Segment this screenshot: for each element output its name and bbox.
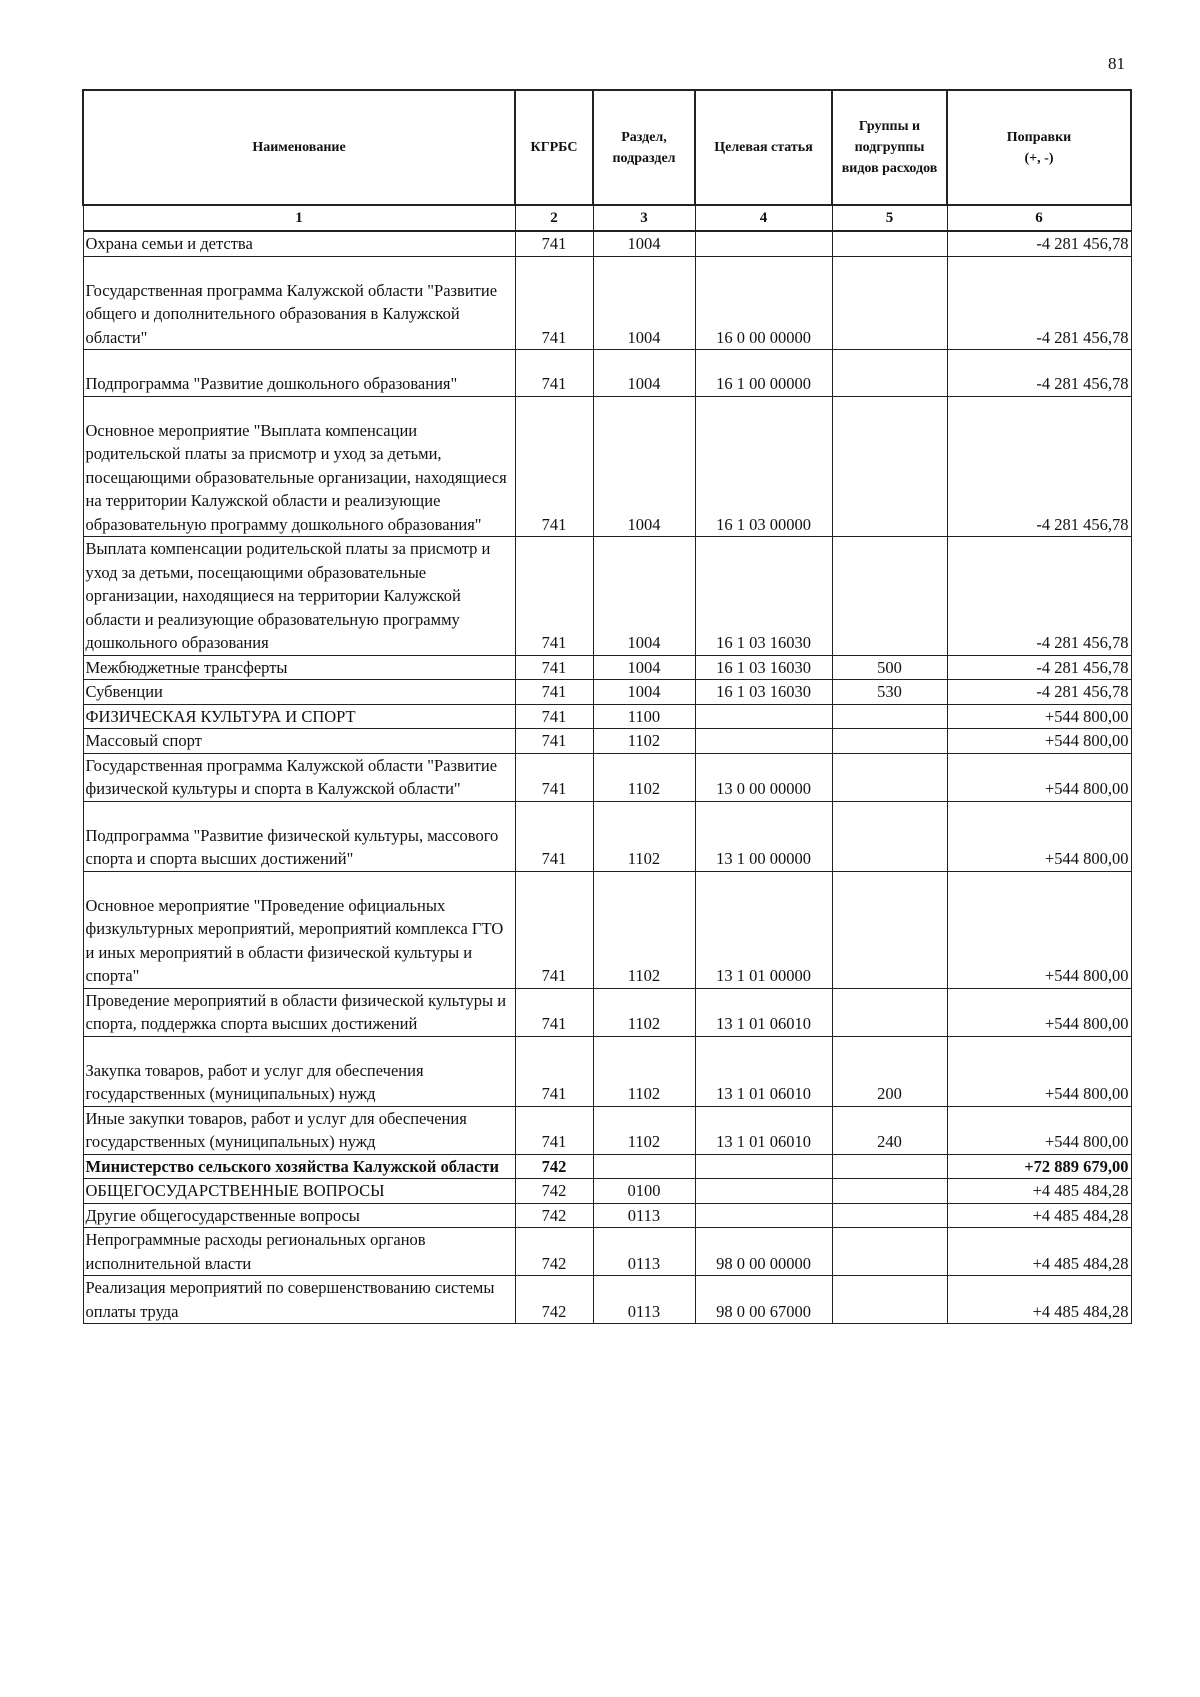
row-kgrbs: 741 <box>515 753 593 801</box>
header-section: Раздел, подраздел <box>593 90 695 205</box>
row-amount: -4 281 456,78 <box>947 350 1131 397</box>
row-name: Выплата компенсации родительской платы за присмотр и уход за детьми, посещающими образовательные организации, находящиеся на территории Калужской области и реализующие образовательную программу дошкольного образования <box>83 537 515 656</box>
row-section: 1102 <box>593 801 695 871</box>
row-group: 500 <box>832 655 947 680</box>
table-row <box>83 231 1131 256</box>
row-kgrbs: 742 <box>515 1228 593 1276</box>
row-section: 0113 <box>593 1203 695 1228</box>
row-name: Охрана семьи и детства <box>83 231 515 256</box>
row-group <box>832 396 947 537</box>
row-target <box>695 1203 832 1228</box>
row-target: 16 0 00 00000 <box>695 256 832 350</box>
row-target: 98 0 00 67000 <box>695 1276 832 1324</box>
row-kgrbs: 741 <box>515 704 593 729</box>
row-group <box>832 1203 947 1228</box>
row-amount: -4 281 456,78 <box>947 231 1131 256</box>
row-target: 16 1 00 00000 <box>695 350 832 397</box>
row-name: ФИЗИЧЕСКАЯ КУЛЬТУРА И СПОРТ <box>83 704 515 729</box>
table-row <box>83 350 1131 397</box>
table-row <box>83 256 1131 350</box>
row-name: Иные закупки товаров, работ и услуг для обеспечения государственных (муниципальных) нужд <box>83 1106 515 1154</box>
row-group <box>832 988 947 1036</box>
row-kgrbs: 742 <box>515 1203 593 1228</box>
row-amount: +544 800,00 <box>947 753 1131 801</box>
header-amendments-sign: (+, -) <box>1024 150 1054 166</box>
row-amount: +4 485 484,28 <box>947 1179 1131 1204</box>
row-section: 0113 <box>593 1228 695 1276</box>
page-number: 81 <box>1108 54 1125 73</box>
row-group <box>832 1154 947 1179</box>
row-kgrbs: 741 <box>515 256 593 350</box>
row-kgrbs: 741 <box>515 537 593 656</box>
table-row <box>83 1179 1131 1204</box>
row-amount: -4 281 456,78 <box>947 655 1131 680</box>
row-section: 1004 <box>593 680 695 705</box>
row-target: 16 1 03 00000 <box>695 396 832 537</box>
table-row <box>83 988 1131 1036</box>
row-name: Массовый спорт <box>83 729 515 754</box>
row-name: Закупка товаров, работ и услуг для обеспечения государственных (муниципальных) нужд <box>83 1036 515 1106</box>
row-target: 13 1 00 00000 <box>695 801 832 871</box>
column-number: 3 <box>593 205 695 231</box>
table-row <box>83 1203 1131 1228</box>
row-name: Государственная программа Калужской области "Развитие общего и дополнительного образования в Калужской области" <box>83 256 515 350</box>
budget-amendments-table <box>82 89 1132 1324</box>
row-kgrbs: 741 <box>515 680 593 705</box>
row-name: Подпрограмма "Развитие физической культуры, массового спорта и спорта высших достижений" <box>83 801 515 871</box>
table-row <box>83 871 1131 988</box>
row-name: Подпрограмма "Развитие дошкольного образования" <box>83 350 515 397</box>
header-row <box>83 90 1131 205</box>
row-group <box>832 1276 947 1324</box>
row-group <box>832 350 947 397</box>
row-amount: +544 800,00 <box>947 729 1131 754</box>
row-kgrbs: 741 <box>515 655 593 680</box>
row-name: Другие общегосударственные вопросы <box>83 1203 515 1228</box>
row-kgrbs: 741 <box>515 988 593 1036</box>
table-row <box>83 1154 1131 1179</box>
row-kgrbs: 741 <box>515 871 593 988</box>
row-group <box>832 729 947 754</box>
row-amount: +72 889 679,00 <box>947 1154 1131 1179</box>
column-number-row <box>83 205 1131 231</box>
row-kgrbs: 742 <box>515 1276 593 1324</box>
row-section: 0100 <box>593 1179 695 1204</box>
row-kgrbs: 741 <box>515 396 593 537</box>
row-section: 1004 <box>593 655 695 680</box>
row-amount: +544 800,00 <box>947 1036 1131 1106</box>
row-name: Проведение мероприятий в области физической культуры и спорта, поддержка спорта высших достижений <box>83 988 515 1036</box>
column-number: 6 <box>947 205 1131 231</box>
column-number: 2 <box>515 205 593 231</box>
header-amendments-title: Поправки <box>1006 129 1072 145</box>
column-number: 4 <box>695 205 832 231</box>
header-kgrbs: КГРБС <box>515 90 593 205</box>
row-section: 0113 <box>593 1276 695 1324</box>
row-kgrbs: 741 <box>515 231 593 256</box>
row-kgrbs: 741 <box>515 1106 593 1154</box>
row-amount: +4 485 484,28 <box>947 1203 1131 1228</box>
header-target: Целевая статья <box>695 90 832 205</box>
row-target <box>695 231 832 256</box>
table-row <box>83 655 1131 680</box>
row-section: 1004 <box>593 350 695 397</box>
column-number: 5 <box>832 205 947 231</box>
row-amount: +4 485 484,28 <box>947 1228 1131 1276</box>
table-row <box>83 1036 1131 1106</box>
row-name: Непрограммные расходы региональных органов исполнительной власти <box>83 1228 515 1276</box>
row-section: 1102 <box>593 729 695 754</box>
row-amount: -4 281 456,78 <box>947 256 1131 350</box>
row-target: 16 1 03 16030 <box>695 655 832 680</box>
table-row <box>83 801 1131 871</box>
row-group <box>832 537 947 656</box>
row-group <box>832 1179 947 1204</box>
row-kgrbs: 741 <box>515 350 593 397</box>
row-target <box>695 704 832 729</box>
row-amount: +544 800,00 <box>947 871 1131 988</box>
row-name: ОБЩЕГОСУДАРСТВЕННЫЕ ВОПРОСЫ <box>83 1179 515 1204</box>
row-section: 1102 <box>593 1036 695 1106</box>
row-target: 16 1 03 16030 <box>695 680 832 705</box>
row-name: Субвенции <box>83 680 515 705</box>
row-target: 13 1 01 06010 <box>695 988 832 1036</box>
row-name: Министерство сельского хозяйства Калужской области <box>83 1154 515 1179</box>
header-name: Наименование <box>83 90 515 205</box>
row-section: 1100 <box>593 704 695 729</box>
row-name: Межбюджетные трансферты <box>83 655 515 680</box>
row-target <box>695 729 832 754</box>
table-row <box>83 1276 1131 1324</box>
row-kgrbs: 741 <box>515 801 593 871</box>
row-target: 16 1 03 16030 <box>695 537 832 656</box>
row-group <box>832 871 947 988</box>
row-section: 1004 <box>593 537 695 656</box>
row-target: 98 0 00 00000 <box>695 1228 832 1276</box>
row-target: 13 1 01 06010 <box>695 1036 832 1106</box>
row-group <box>832 1228 947 1276</box>
row-target <box>695 1179 832 1204</box>
header-amendments <box>947 90 1131 205</box>
row-amount: -4 281 456,78 <box>947 680 1131 705</box>
row-kgrbs: 741 <box>515 1036 593 1106</box>
row-target: 13 1 01 00000 <box>695 871 832 988</box>
row-group: 240 <box>832 1106 947 1154</box>
table-row <box>83 1106 1131 1154</box>
row-target <box>695 1154 832 1179</box>
row-kgrbs: 742 <box>515 1154 593 1179</box>
table-row <box>83 537 1131 656</box>
row-section: 1102 <box>593 871 695 988</box>
row-amount: +4 485 484,28 <box>947 1276 1131 1324</box>
row-kgrbs: 742 <box>515 1179 593 1204</box>
row-group: 530 <box>832 680 947 705</box>
table-row <box>83 753 1131 801</box>
row-name: Основное мероприятие "Проведение официальных физкультурных мероприятий, мероприятий комплекса ГТО и иных мероприятий в области физической культуры и спорта" <box>83 871 515 988</box>
row-section: 1102 <box>593 988 695 1036</box>
header-groups: Группы и подгруппы видов расходов <box>832 90 947 205</box>
row-target: 13 0 00 00000 <box>695 753 832 801</box>
row-amount: +544 800,00 <box>947 1106 1131 1154</box>
row-amount: +544 800,00 <box>947 988 1131 1036</box>
row-kgrbs: 741 <box>515 729 593 754</box>
table-row <box>83 704 1131 729</box>
row-group <box>832 753 947 801</box>
row-section <box>593 1154 695 1179</box>
row-target: 13 1 01 06010 <box>695 1106 832 1154</box>
row-group <box>832 801 947 871</box>
row-section: 1102 <box>593 753 695 801</box>
row-group <box>832 704 947 729</box>
row-section: 1004 <box>593 231 695 256</box>
row-amount: +544 800,00 <box>947 704 1131 729</box>
row-section: 1004 <box>593 396 695 537</box>
row-name: Реализация мероприятий по совершенствованию системы оплаты труда <box>83 1276 515 1324</box>
row-section: 1004 <box>593 256 695 350</box>
table-row <box>83 396 1131 537</box>
table-row <box>83 680 1131 705</box>
row-section: 1102 <box>593 1106 695 1154</box>
row-group <box>832 231 947 256</box>
table-row <box>83 1228 1131 1276</box>
row-group <box>832 256 947 350</box>
column-number: 1 <box>83 205 515 231</box>
row-amount: -4 281 456,78 <box>947 396 1131 537</box>
row-amount: -4 281 456,78 <box>947 537 1131 656</box>
row-group: 200 <box>832 1036 947 1106</box>
row-amount: +544 800,00 <box>947 801 1131 871</box>
row-name: Государственная программа Калужской области "Развитие физической культуры и спорта в Калужской области" <box>83 753 515 801</box>
table-row <box>83 729 1131 754</box>
row-name: Основное мероприятие "Выплата компенсации родительской платы за присмотр и уход за детьми, посещающими образовательные организации, находящиеся на территории Калужской области и реализующие образовательную программу дошкольного образования" <box>83 396 515 537</box>
